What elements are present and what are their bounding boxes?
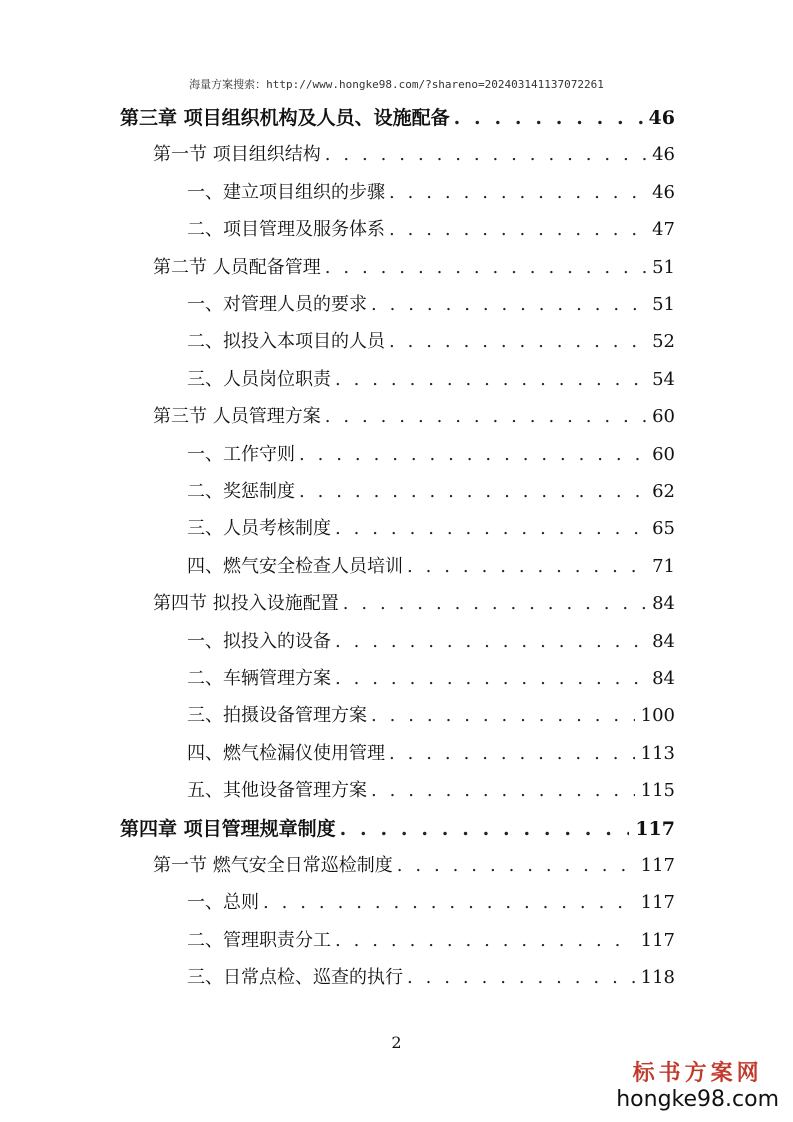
toc-entry-page: 46 — [648, 107, 675, 129]
toc-entry-title: 三、拍摄设备管理方案 — [187, 705, 367, 726]
toc-subsection-entry[interactable] — [187, 362, 675, 398]
toc-dot-leader — [454, 100, 643, 136]
watermark-title: 标书方案网 — [632, 1060, 763, 1086]
toc-entry-title: 一、建立项目组织的步骤 — [187, 182, 385, 203]
toc-entry-title: 三、日常点检、巡查的执行 — [187, 967, 403, 988]
toc-entry-title: 第一节 项目组织结构 — [153, 144, 321, 165]
toc-entry-title: 四、燃气检漏仪使用管理 — [187, 743, 385, 764]
toc-dot-leader — [325, 250, 646, 286]
toc-dot-leader — [340, 811, 630, 847]
toc-entry-page: 52 — [652, 331, 675, 352]
toc-dot-leader — [335, 624, 646, 660]
toc-dot-leader — [371, 773, 635, 809]
site-watermark — [616, 1056, 779, 1112]
toc-entry-page: 117 — [635, 818, 675, 840]
toc-entry-title: 三、人员岗位职责 — [187, 369, 331, 390]
toc-dot-leader — [389, 324, 646, 360]
toc-entry-title: 二、管理职责分工 — [187, 930, 331, 951]
toc-entry-title: 二、奖惩制度 — [187, 481, 295, 502]
watermark-domain: hongke98.com — [616, 1087, 779, 1112]
toc-section-entry[interactable] — [153, 137, 675, 173]
toc-entry-page: 113 — [640, 743, 675, 764]
toc-entry-page: 51 — [652, 257, 675, 278]
toc-dot-leader — [389, 212, 646, 248]
toc-entry-page: 115 — [640, 780, 675, 801]
toc-entry-page: 117 — [640, 930, 675, 951]
toc-entry-title: 二、项目管理及服务体系 — [187, 219, 385, 240]
toc-subsection-entry[interactable] — [187, 549, 675, 585]
toc-dot-leader — [335, 511, 646, 547]
toc-entry-page: 60 — [652, 406, 675, 427]
toc-entry-title: 一、总则 — [187, 892, 259, 913]
toc-entry-title: 第三节 人员管理方案 — [153, 406, 321, 427]
toc-dot-leader — [397, 848, 635, 884]
page-header-url: 海量方案搜索：http://www.hongke98.com/?shareno=202403141137072261 — [189, 78, 604, 91]
toc-entry-title: 二、拟投入本项目的人员 — [187, 331, 385, 352]
toc-entry-page: 84 — [652, 631, 675, 652]
page-number: 2 — [391, 1033, 402, 1052]
toc-entry-title: 第二节 人员配备管理 — [153, 257, 321, 278]
toc-dot-leader — [389, 736, 635, 772]
toc-subsection-entry[interactable] — [187, 287, 675, 323]
toc-dot-leader — [389, 175, 646, 211]
toc-section-entry[interactable] — [153, 586, 675, 622]
toc-dot-leader — [371, 698, 635, 734]
toc-dot-leader — [335, 661, 646, 697]
toc-entry-page: 117 — [640, 892, 675, 913]
toc-entry-title: 一、工作守则 — [187, 444, 295, 465]
toc-entry-title: 四、燃气安全检查人员培训 — [187, 556, 403, 577]
toc-dot-leader — [263, 885, 635, 921]
toc-dot-leader — [407, 960, 635, 996]
toc-subsection-entry[interactable] — [187, 212, 675, 248]
toc-dot-leader — [335, 362, 646, 398]
toc-subsection-entry[interactable] — [187, 624, 675, 660]
toc-dot-leader — [325, 137, 646, 173]
toc-subsection-entry[interactable] — [187, 698, 675, 734]
toc-dot-leader — [299, 474, 646, 510]
toc-subsection-entry[interactable] — [187, 437, 675, 473]
toc-subsection-entry[interactable] — [187, 885, 675, 921]
toc-entry-title: 第一节 燃气安全日常巡检制度 — [153, 855, 393, 876]
toc-subsection-entry[interactable] — [187, 923, 675, 959]
toc-entry-page: 100 — [640, 705, 675, 726]
toc-entry-page: 71 — [652, 556, 675, 577]
toc-section-entry[interactable] — [153, 848, 675, 884]
toc-entry-page: 62 — [652, 481, 675, 502]
toc-entry-title: 二、车辆管理方案 — [187, 668, 331, 689]
toc-entry-title: 一、对管理人员的要求 — [187, 294, 367, 315]
toc-section-entry[interactable] — [153, 399, 675, 435]
toc-entry-page: 118 — [640, 967, 675, 988]
toc-dot-leader — [335, 923, 635, 959]
toc-entry-title: 第四章 项目管理规章制度 — [120, 818, 336, 840]
toc-section-entry[interactable] — [153, 250, 675, 286]
toc-dot-leader — [371, 287, 646, 323]
toc-dot-leader — [343, 586, 646, 622]
toc-subsection-entry[interactable] — [187, 661, 675, 697]
toc-subsection-entry[interactable] — [187, 773, 675, 809]
toc-entry-page: 51 — [652, 294, 675, 315]
toc-entry-page: 117 — [640, 855, 675, 876]
toc-subsection-entry[interactable] — [187, 736, 675, 772]
toc-subsection-entry[interactable] — [187, 511, 675, 547]
toc-entry-page: 84 — [652, 593, 675, 614]
toc-entry-title: 第四节 拟投入设施配置 — [153, 593, 339, 614]
toc-entry-page: 46 — [652, 144, 675, 165]
toc-subsection-entry[interactable] — [187, 175, 675, 211]
toc-subsection-entry[interactable] — [187, 324, 675, 360]
toc-entry-page: 54 — [652, 369, 675, 390]
toc-subsection-entry[interactable] — [187, 474, 675, 510]
toc-entry-page: 46 — [652, 182, 675, 203]
toc-subsection-entry[interactable] — [187, 960, 675, 996]
toc-chapter-entry[interactable] — [120, 811, 675, 847]
toc-entry-page: 65 — [652, 518, 675, 539]
toc-entry-page: 60 — [652, 444, 675, 465]
toc-entry-page: 84 — [652, 668, 675, 689]
toc-entry-title: 五、其他设备管理方案 — [187, 780, 367, 801]
toc-entry-page: 47 — [652, 219, 675, 240]
toc-entry-title: 三、人员考核制度 — [187, 518, 331, 539]
toc-dot-leader — [299, 437, 646, 473]
toc-entry-title: 第三章 项目组织机构及人员、设施配备 — [120, 107, 450, 129]
toc-dot-leader — [325, 399, 646, 435]
toc-entry-title: 一、拟投入的设备 — [187, 631, 331, 652]
toc-chapter-entry[interactable] — [120, 100, 675, 136]
toc-dot-leader — [407, 549, 646, 585]
